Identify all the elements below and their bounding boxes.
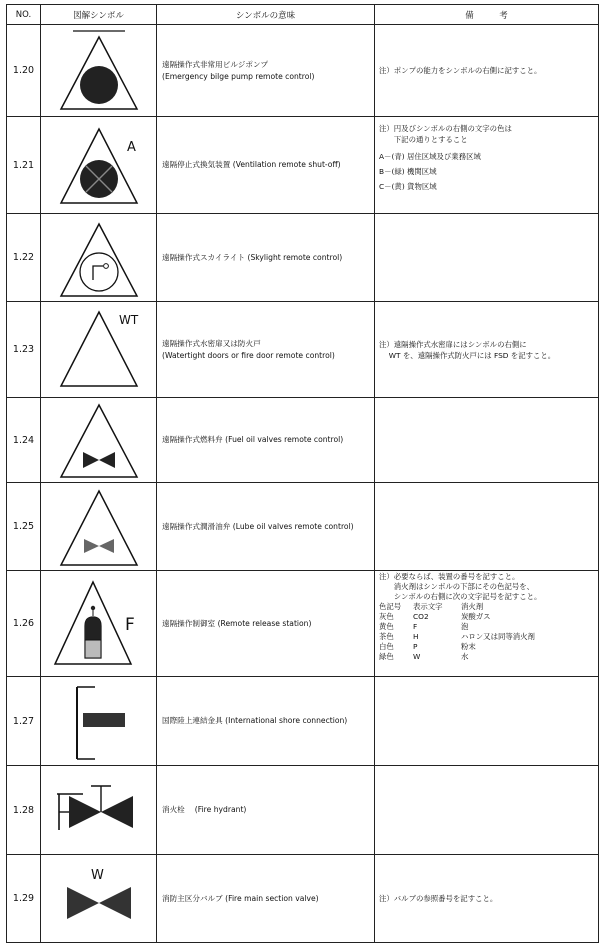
meaning-jp: 遠隔操作式スカイライト xyxy=(162,252,246,262)
meaning-jp: 遠隔操作式水密扉又は防火戸 xyxy=(162,338,261,348)
row-number: 1.24 xyxy=(7,398,41,483)
table-row xyxy=(7,302,599,398)
symbol-cell xyxy=(41,25,157,117)
symbol-cell xyxy=(41,571,157,677)
meaning-cell xyxy=(157,25,375,117)
remarks-cell xyxy=(375,302,599,398)
meaning-en: (Ventilation remote shut-off) xyxy=(232,160,341,169)
meaning-jp: 遠隔操作式潤滑油弁 xyxy=(162,521,231,531)
row-number: 1.28 xyxy=(7,766,41,855)
symbol-cell xyxy=(41,302,157,398)
remark-line: 注）バルブの参照番号を記すこと。 xyxy=(379,894,498,903)
remark-line: シンボルの右側に次の文字記号を記すこと。 xyxy=(379,592,542,601)
meaning-jp: 消火栓 xyxy=(162,805,185,814)
legend-letter: CO2 xyxy=(413,612,429,621)
remarks-cell xyxy=(375,398,599,483)
watertight-door-remote-icon xyxy=(43,304,155,396)
meaning-en: (Skylight remote control) xyxy=(247,252,343,262)
legend-color: 黄色 xyxy=(379,622,394,631)
symbol-cell xyxy=(41,398,157,483)
symbol-cell xyxy=(41,677,157,766)
meaning-en: (Fire hydrant) xyxy=(194,805,247,814)
legend-color: 色記号 xyxy=(379,602,402,611)
legend-letter: W xyxy=(413,652,421,661)
meaning-jp: 遠隔操作式非常用ビルジポンプ xyxy=(162,59,269,69)
remarks-cell xyxy=(375,855,599,943)
remark-line: 消火剤はシンボルの下部にその色記号を、 xyxy=(379,582,535,591)
meaning-en: (Emergency bilge pump remote control) xyxy=(162,71,315,81)
remark-line: 注）円及びシンボルの右側の文字の色は xyxy=(379,124,512,133)
meaning-jp: 国際陸上連結金具 xyxy=(162,716,223,725)
row-number: 1.20 xyxy=(7,25,41,117)
symbol-table xyxy=(6,4,599,943)
meaning-cell xyxy=(157,483,375,571)
symbol-cell xyxy=(41,855,157,943)
legend-letter: H xyxy=(413,632,419,641)
legend-color: 茶色 xyxy=(379,632,394,641)
meaning-jp: 遠隔操作式燃料弁 xyxy=(162,435,223,444)
row-number: 1.23 xyxy=(7,302,41,398)
remarks-cell xyxy=(375,766,599,855)
symbol-cell xyxy=(41,483,157,571)
meaning-jp: 遠隔停止式換気装置 xyxy=(162,160,231,169)
remarks-cell xyxy=(375,214,599,302)
legend-color: 緑色 xyxy=(379,652,394,661)
legend-row xyxy=(379,612,598,622)
legend-row xyxy=(379,642,598,652)
meaning-cell xyxy=(157,302,375,398)
table-row xyxy=(7,398,599,483)
symbol-label: W xyxy=(90,867,104,883)
meaning-cell xyxy=(157,766,375,855)
meaning-cell xyxy=(157,677,375,766)
legend-row xyxy=(379,602,598,612)
remote-release-station-icon xyxy=(43,574,155,674)
table-row xyxy=(7,766,599,855)
bilge-pump-remote-icon xyxy=(43,27,155,115)
row-number: 1.25 xyxy=(7,483,41,571)
legend-agent: 粉末 xyxy=(461,642,476,651)
meaning-cell xyxy=(157,214,375,302)
remark-line: B－(緑) 機関区域 xyxy=(379,167,437,176)
table-row xyxy=(7,677,599,766)
legend-color: 白色 xyxy=(379,642,394,651)
symbol-cell xyxy=(41,766,157,855)
row-number: 1.22 xyxy=(7,214,41,302)
legend-row xyxy=(379,632,598,642)
row-number: 1.26 xyxy=(7,571,41,677)
skylight-remote-icon xyxy=(43,216,155,300)
remarks-cell xyxy=(375,483,599,571)
legend-agent: ハロン又は同等消火剤 xyxy=(461,632,535,641)
remark-line: A－(青) 居住区域及び業務区域 xyxy=(379,152,481,161)
remark-line: 注）遠隔操作式水密扉にはシンボルの右側に xyxy=(379,339,527,349)
row-number: 1.29 xyxy=(7,855,41,943)
fuel-oil-valve-icon xyxy=(43,399,155,481)
symbol-label: WT xyxy=(118,312,138,327)
meaning-en: (Fuel oil valves remote control) xyxy=(225,435,344,444)
remarks-cell xyxy=(375,25,599,117)
remark-line: 下記の通りとすること xyxy=(379,135,468,144)
shore-connection-icon xyxy=(43,679,155,763)
meaning-en: (Lube oil valves remote control) xyxy=(232,521,354,531)
table-row xyxy=(7,214,599,302)
table-row xyxy=(7,571,599,677)
meaning-en: (Remote release station) xyxy=(217,618,312,628)
meaning-en: (Fire main section valve) xyxy=(225,893,319,903)
remark-line: C－(黄) 貨物区域 xyxy=(379,182,437,191)
row-number: 1.21 xyxy=(7,117,41,214)
lube-oil-valve-icon xyxy=(43,485,155,569)
symbol-cell xyxy=(41,117,157,214)
symbol-cell xyxy=(41,214,157,302)
remarks-cell xyxy=(375,571,599,677)
ventilation-shutoff-icon xyxy=(43,119,155,211)
meaning-en: (Watertight doors or fire door remote control) xyxy=(162,350,335,360)
legend-row xyxy=(379,622,598,632)
header-symbol: 図解シンボル xyxy=(41,5,157,25)
meaning-cell xyxy=(157,398,375,483)
table-header xyxy=(7,5,599,25)
table-row xyxy=(7,117,599,214)
meaning-jp: 遠隔操作制御室 xyxy=(162,618,216,628)
symbol-label: A xyxy=(126,140,136,155)
legend-color: 灰色 xyxy=(379,612,394,621)
header-no: NO. xyxy=(7,5,41,25)
meaning-en: (International shore connection) xyxy=(225,716,348,725)
remark-line: 注）必要ならば、装置の番号を記すこと。 xyxy=(379,572,520,581)
meaning-jp: 消防主区分バルブ xyxy=(162,893,223,903)
legend-letter: F xyxy=(413,622,418,631)
legend-agent: 水 xyxy=(461,652,469,661)
symbol-label: F xyxy=(124,614,135,635)
remark-line: WT を、遠隔操作式防火戸には FSD を記すこと。 xyxy=(379,350,556,360)
remarks-cell xyxy=(375,117,599,214)
row-number: 1.27 xyxy=(7,677,41,766)
header-remarks: 備 考 xyxy=(375,5,599,25)
header-meaning: シンボルの意味 xyxy=(157,5,375,25)
table-row xyxy=(7,25,599,117)
meaning-cell xyxy=(157,571,375,677)
agent-legend xyxy=(379,602,598,662)
meaning-cell xyxy=(157,117,375,214)
remark-line: 注）ポンプの能力をシンボルの右側に記すこと。 xyxy=(379,66,542,75)
meaning-cell xyxy=(157,855,375,943)
fire-main-section-valve-icon xyxy=(43,857,155,941)
legend-letter: 表示文字 xyxy=(413,602,443,611)
table-row xyxy=(7,855,599,943)
fire-hydrant-icon xyxy=(43,768,155,852)
table-row xyxy=(7,483,599,571)
legend-agent: 炭酸ガス xyxy=(461,612,491,621)
legend-row xyxy=(379,652,598,662)
legend-agent: 泡 xyxy=(461,622,469,631)
remarks-cell xyxy=(375,677,599,766)
legend-letter: P xyxy=(413,642,418,651)
legend-agent: 消火剤 xyxy=(461,602,484,611)
